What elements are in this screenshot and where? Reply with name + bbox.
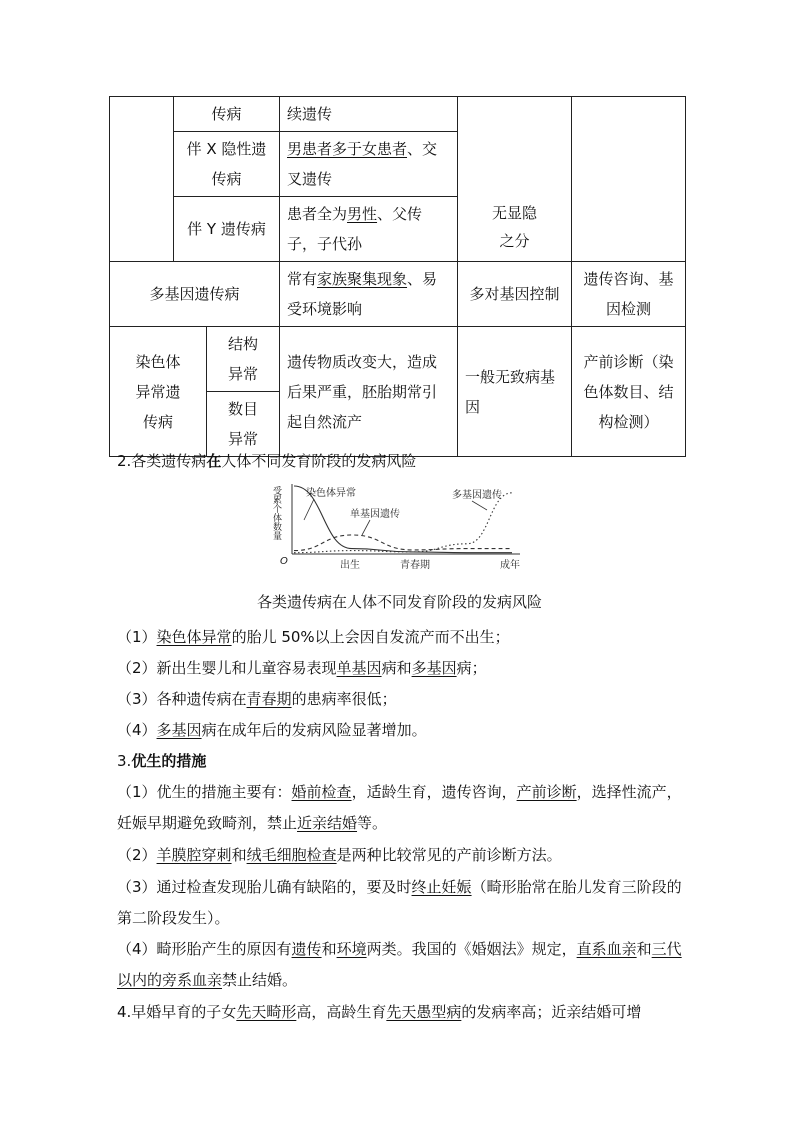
chart-ticks-group [340,558,520,571]
chart-caption: 各类遗传病在人体不同发育阶段的发病风险 [256,593,542,611]
series-label-pointer [362,520,370,535]
para-text: （2） [117,846,157,864]
para-text: ，适龄生育，遗传咨询， [351,783,517,801]
list-text: 病在成年后的发病风险显著增加。 [201,721,427,739]
series-line-2 [294,493,512,553]
table-cell-text: 、交叉遗传 [287,140,438,188]
table-cell [280,132,458,197]
para-text: 和 [231,846,247,864]
underlined-term: 先天愚型病 [386,1003,462,1021]
table-cell-text: 患者全为 [287,205,348,223]
x-tick-label: 成年 [500,560,520,571]
table-cell-text: 、父传子，子代孙 [287,205,423,253]
para-text: （1）优生的措施主要有： [117,783,292,801]
para-text: 的发病率高；近亲结婚可增 [461,1003,642,1021]
underlined-term: 青春期 [246,690,292,708]
origin-label: O [280,556,288,567]
para-text: 和 [321,940,337,958]
list-item [117,622,687,652]
paragraph [117,934,682,996]
para-text: （3）通过检查发现胎儿确有缺陷的，要及时 [117,878,412,896]
underlined-term: 染色体异常 [156,628,232,646]
underlined-term: 多基因 [156,721,202,739]
list-text: 病和 [381,659,412,677]
y-axis-label: 受累个体数量 [271,486,281,540]
underlined-term: 绒毛细胞检查 [246,846,337,864]
table-cell: 多对基因控制 [458,262,572,327]
para-text: （畸形胎常在胎儿发育三阶段的第二阶段发生）。 [117,878,682,927]
list-text: 病； [456,659,487,677]
list-item [117,684,687,714]
para-text: 高，高龄生育 [296,1003,387,1021]
underlined-term: 产前诊断 [516,783,577,801]
table-cell-text: 、易受环境影响 [287,270,438,318]
list-text: 的患病率很低； [291,690,397,708]
underlined-term: 三代以内的旁系血亲 [117,940,682,989]
para-text: ，选择性流产，妊娠早期避免致畸剂，禁止 [117,783,682,832]
table-cell [458,97,572,262]
paragraph [117,777,682,839]
heading-text: 3. [117,752,132,770]
underlined-term: 终止妊娠 [411,878,472,896]
chart-legend-group [304,486,502,535]
section-heading [117,746,687,776]
list-text: （1） [117,628,157,646]
underlined-term: 直系血亲 [576,940,637,958]
table-cell: 遗传物质改变大，造成后果严重，胚胎期常引起自然流产 [280,327,458,457]
paragraph [117,997,687,1027]
table-cell-text: 常有 [287,270,318,288]
risk-chart [262,480,526,572]
table-cell: 伴 Y 遗传病 [174,197,280,262]
table-cell-text: 伴 X 隐性遗传病 [186,140,267,188]
para-text: 是两种比较常见的产前诊断方法。 [336,846,562,864]
list-text: （4） [117,721,157,739]
heading-text: 人体不同发育阶段的发病风险 [221,452,417,470]
underlined-term: 多基因 [411,659,457,677]
series-label: 染色体异常 [306,488,356,499]
para-text: 和 [636,940,652,958]
heading-bold: 在 [206,452,222,470]
table-cell-text: 结构异常 [227,335,258,383]
series-label-pointer [304,499,314,520]
underlined-term: 羊膜腔穿刺 [156,846,232,864]
x-tick-label: 青春期 [400,560,430,571]
underlined-term: 遗传 [291,940,322,958]
table-cell [174,132,280,197]
table-cell [207,327,280,392]
table-cell: 多基因遗传病 [110,262,280,327]
table-cell: 续遗传 [280,97,458,132]
heading-text: 2.各类遗传病 [117,452,207,470]
table-cell-text: 染色体异常遗传病 [135,352,181,431]
list-item [117,653,687,683]
series-label-pointer [472,501,487,510]
table-cell: 一般无致病基因 [458,327,572,457]
table-cell: 传病 [174,97,280,132]
table-cell-text: 无显隐之分 [492,204,538,250]
list-text: （2）新出生婴儿和儿童容易表现 [117,659,337,677]
para-text: 禁止结婚。 [222,971,298,989]
list-text: 的胎儿 50%以上会因自发流产而不出生； [231,628,510,646]
table-cell-empty-right [572,97,686,262]
underlined-term: 先天畸形 [236,1003,297,1021]
paragraph [117,840,682,871]
series-label: 多基因遗传 [452,490,502,501]
para-text: 4.早婚早育的子女 [117,1003,237,1021]
para-text: 两类。我国的《婚姻法》规定， [366,940,577,958]
list-item [117,715,687,745]
underlined-term: 单基因 [336,659,382,677]
disease-table [109,96,686,457]
underlined-term: 环境 [336,940,367,958]
underlined-term: 男患者多于女患者 [287,140,408,158]
series-label: 单基因遗传 [350,509,400,520]
table-cell [280,197,458,262]
section-heading [117,446,687,476]
para-text: （4）畸形胎产生的原因有 [117,940,292,958]
underlined-term: 婚前检查 [291,783,352,801]
table-cell [280,262,458,327]
underlined-term: 近亲结婚 [297,814,358,832]
list-text: （3）各种遗传病在 [117,690,247,708]
table-cell-empty-left [110,97,174,262]
underlined-term: 男性 [347,205,378,223]
x-tick-label: 出生 [340,560,360,571]
table-cell-text: 数目异常 [227,400,258,448]
paragraph [117,872,682,934]
table-cell [110,327,207,457]
underlined-term: 家族聚集现象 [317,270,408,288]
para-text: 等。 [357,814,388,832]
heading-bold: 优生的措施 [131,752,207,770]
table-cell: 产前诊断（染色体数目、结构检测） [572,327,686,457]
table-cell: 遗传咨询、基因检测 [572,262,686,327]
